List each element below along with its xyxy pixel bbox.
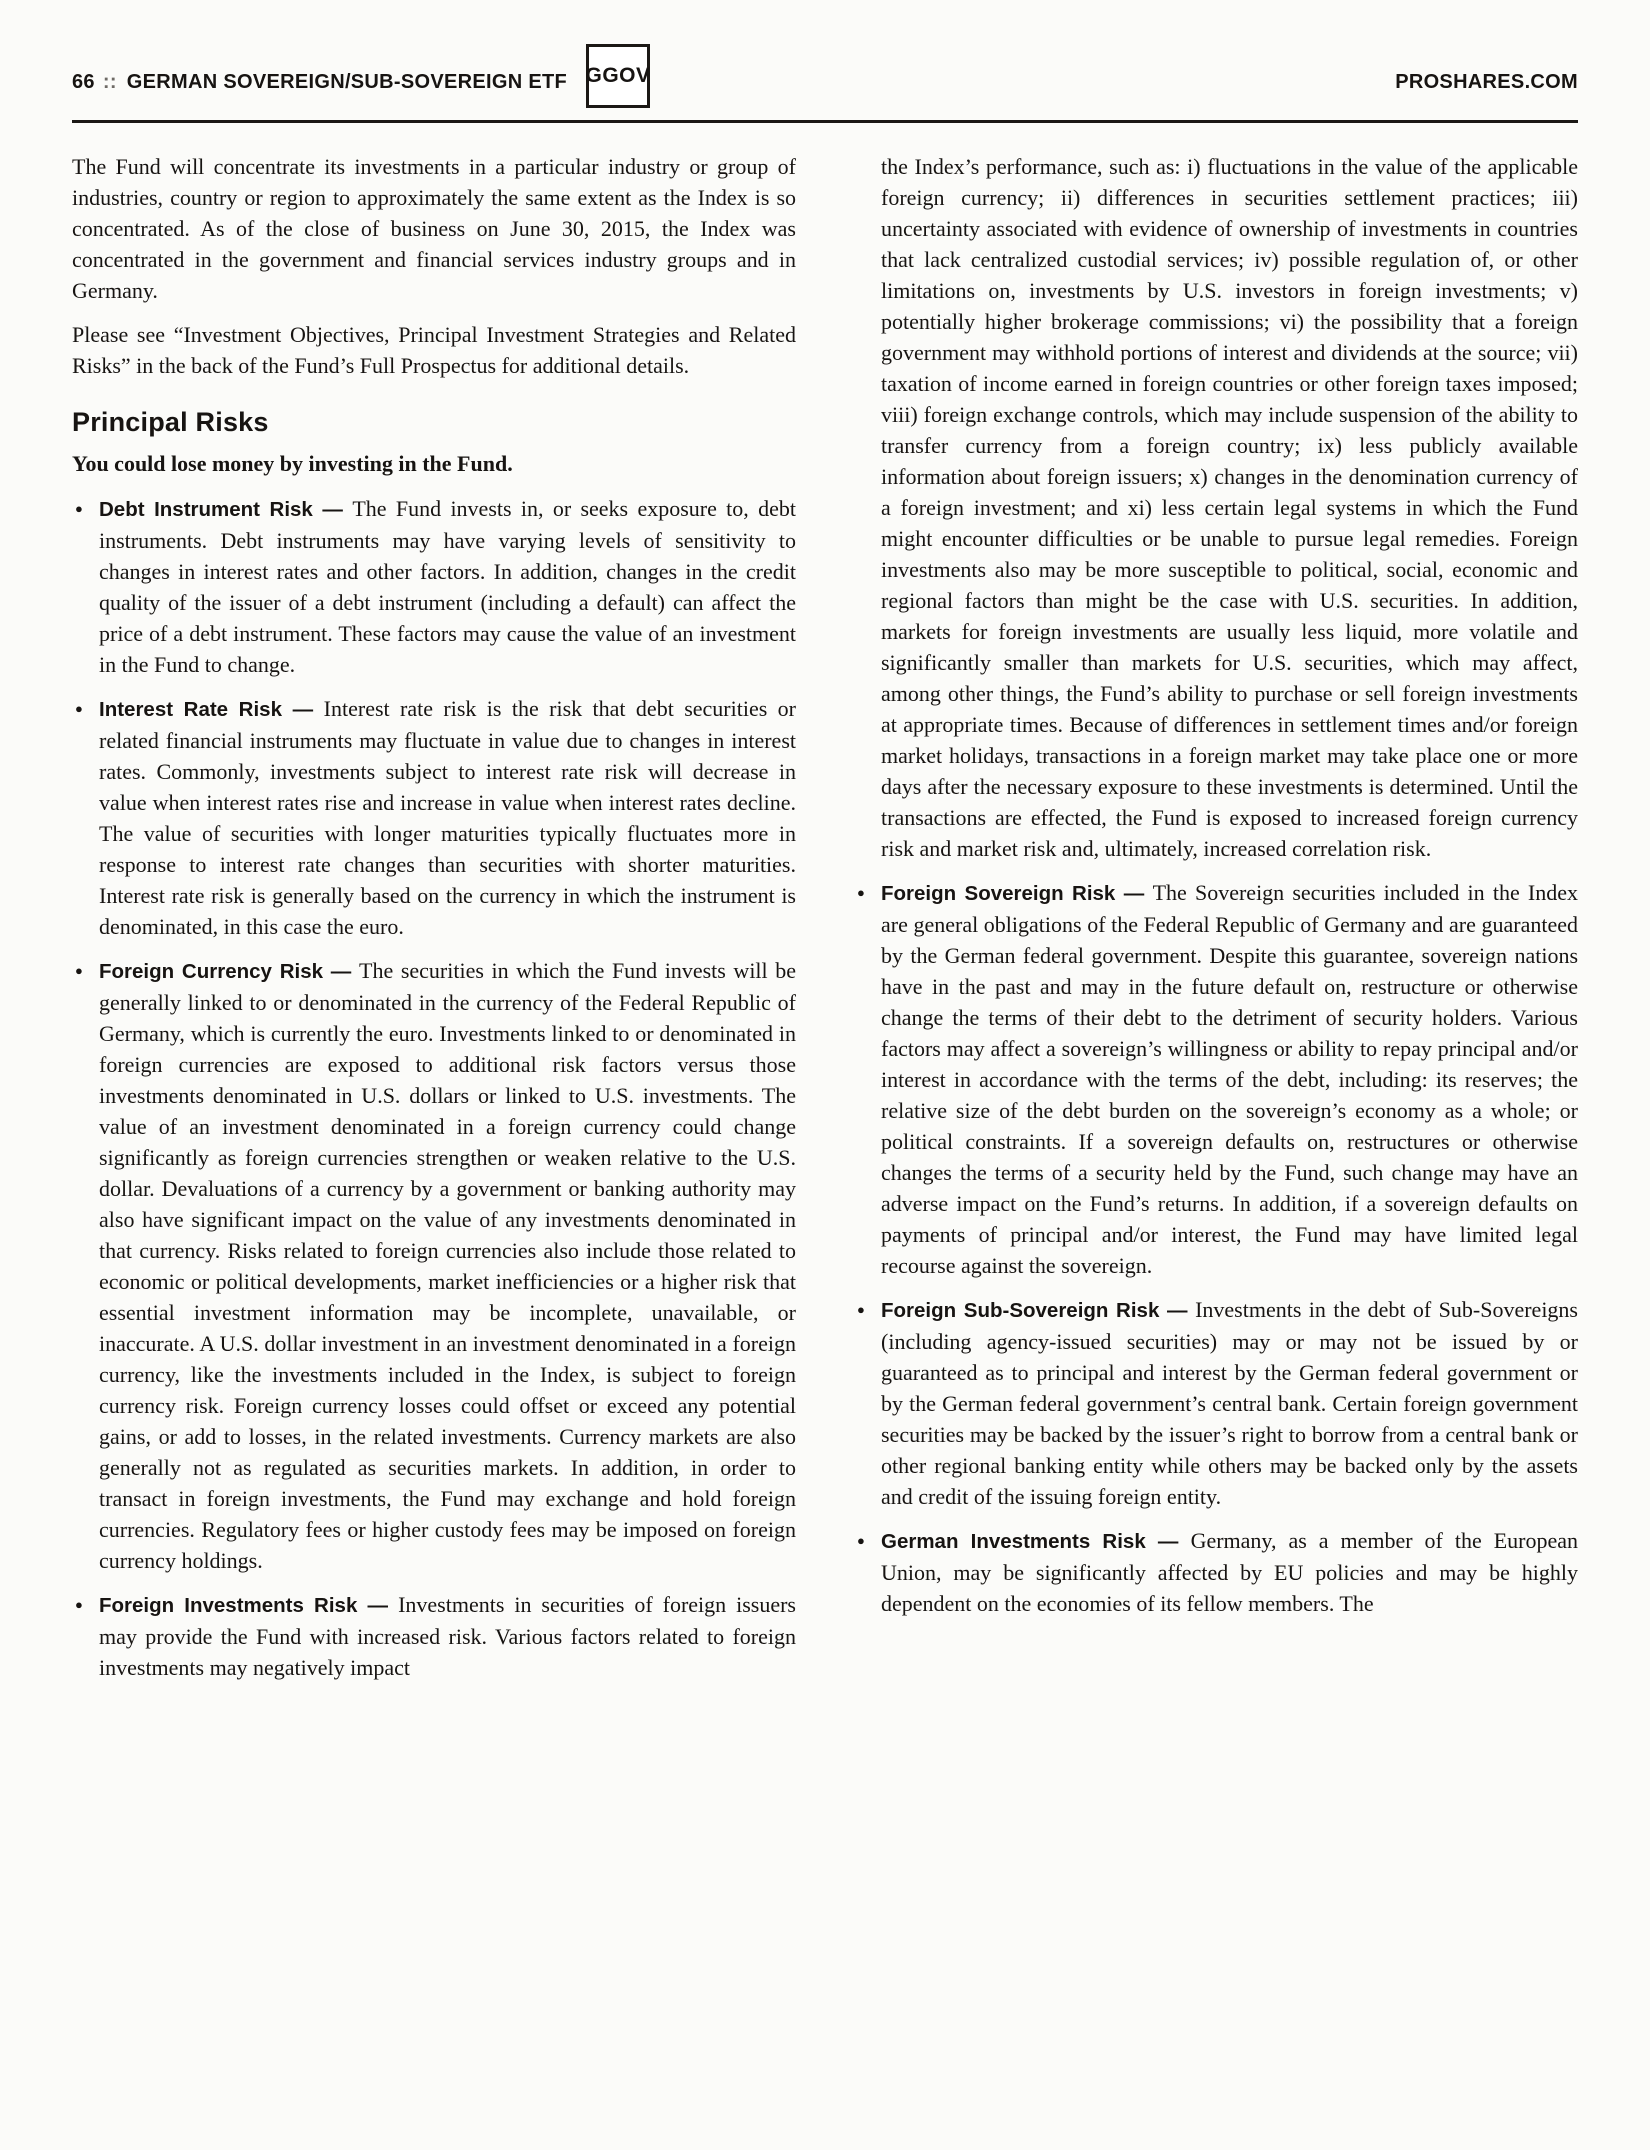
risk-label: Interest Rate Risk —	[99, 698, 324, 721]
foreign-investments-continuation: the Index’s performance, such as: i) fluctuations in the value of the applicable foreign currency; ii) differences in securities settlement practices; iii) uncertainty associated with evidence of ownership of investments in countries that lack centralized custodial services; iv) possible regulation of, or other limitations on, investments by U.S. investors in foreign investments; v) potentially higher brokerage commissions; vi) the possibility that a foreign government may withhold portions of interest and dividends at the source; vii) taxation of income earned in foreign countries or other foreign taxes imposed; viii) foreign exchange controls, which may include suspension of the ability to transfer currency from a foreign country; ix) less publicly available information about foreign issuers; x) changes in the denomination currency of a foreign investment; and xi) less certain legal systems in which the Fund might encounter difficulties or be unable to pursue legal remedies. Foreign investments also may be more susceptible to political, social, economic and regional factors than might be the case with U.S. securities. In addition, markets for foreign investments are usually less liquid, more volatile and significantly smaller than markets for U.S. securities, which may affect, among other things, the Fund’s ability to purchase or sell foreign investments at appropriate times. Because of differences in settlement times and/or foreign market holidays, transactions in a foreign market may take place one or more days after the necessary exposure to these investments is determined. Until the transactions are effected, the Fund is exposed to increased foreign currency risk and market risk and, ultimately, increased correlation risk.	[881, 154, 1578, 861]
bullet-icon: ●	[75, 701, 83, 716]
risk-paragraph	[99, 493, 796, 680]
fund-title: GERMAN SOVEREIGN/SUB-SOVEREIGN ETF	[126, 70, 568, 93]
bullet-icon: ●	[75, 963, 83, 978]
bullet-icon: ●	[75, 1597, 83, 1612]
risk-label: Debt Instrument Risk —	[99, 498, 353, 521]
risk-label: German Investments Risk —	[881, 1530, 1191, 1553]
risk-label: Foreign Sub-Sovereign Risk —	[881, 1299, 1196, 1322]
risk-text: Investments in securities of foreign issuers may provide the Fund with increased risk. Various factors related to foreign investments may negatively impact	[99, 1592, 796, 1680]
risk-text: Germany, as a member of the European Union, may be significantly affected by EU policies and may be highly dependent on the economies of its fellow members. The	[881, 1528, 1578, 1616]
risk-paragraph	[881, 877, 1578, 1281]
risk-text: The Fund invests in, or seeks exposure to, debt instruments. Debt instruments may have varying levels of sensitivity to changes in interest rates and other factors. In addition, changes in the credit quality of the issuer of a debt instrument (including a default) can affect the price of a debt instrument. These factors may cause the value of an investment in the Fund to change.	[99, 496, 796, 677]
risk-text: The Sovereign securities included in the Index are general obligations of the Federal Republic of Germany and are guaranteed by the German federal government. Despite this guarantee, sovereign nations have in the past and may in the future default on, restructure or otherwise change the terms of their debt to the detriment of security holders. Various factors may affect a sovereign’s willingness or ability to repay principal and/or interest in accordance with the terms of the debt, including: its reserves; the relative size of the debt burden on the sovereign’s economy as a whole; or political constraints. If a sovereign defaults on, restructures or otherwise changes the terms of a security held by the Fund, such change may have an adverse impact on the Fund’s returns. In addition, if a sovereign defaults on payments of principal and/or interest, the Fund may have limited legal recourse against the sovereign.	[881, 880, 1578, 1278]
risk-label: Foreign Currency Risk —	[99, 960, 360, 983]
risk-label: Foreign Sovereign Risk —	[881, 882, 1153, 905]
risk-item-foreign-sub-sovereign	[854, 1294, 1578, 1512]
page-header	[72, 56, 1578, 108]
page-number: 66	[72, 70, 95, 93]
risk-text: The securities in which the Fund invests will be generally linked to or denominated in the currency of the Federal Republic of Germany, which is currently the euro. Investments linked to or denominated in foreign currencies are exposed to additional risk factors versus those investments denominated in U.S. dollars or linked to U.S. investments. The value of an investment denominated in a foreign currency could change significantly as foreign currencies strengthen or weaken relative to the U.S. dollar. Devaluations of a currency by a government or banking authority may also have significant impact on the value of any investments denominated in that currency. Risks related to foreign currencies also include those related to economic or political developments, market inefficiencies or a higher risk that essential investment information may be incomplete, unavailable, or inaccurate. A U.S. dollar investment in an investment denominated in a foreign currency, like the investments included in the Index, is subject to foreign currency risk. Foreign currency losses could offset or exceed any potential gains, or add to losses, in the related investments. Currency markets are also generally not as regulated as securities markets. In addition, in order to transact in foreign investments, the Fund may exchange and hold foreign currencies. Regulatory fees or higher custody fees may be imposed on foreign currency holdings.	[99, 958, 796, 1573]
risk-warning-lead: You could lose money by investing in the Fund.	[72, 451, 513, 476]
risk-paragraph	[881, 1294, 1578, 1512]
risk-label: Foreign Investments Risk —	[99, 1594, 399, 1617]
bullet-icon: ●	[857, 1533, 865, 1548]
risk-text: Investments in the debt of Sub-Sovereigns (including agency-issued securities) may or may not be issued by or guaranteed as to principal and interest by the German federal government or by the German federal government’s central bank. Certain foreign government securities may be backed by the issuer’s right to borrow from a central bank or other regional banking entity while others may be backed only by the assets and credit of the issuing foreign entity.	[881, 1297, 1578, 1509]
risk-item-foreign-currency	[72, 955, 796, 1576]
bullet-icon: ●	[857, 1302, 865, 1317]
bullet-icon: ●	[75, 501, 83, 516]
risk-paragraph	[99, 1589, 796, 1683]
risk-paragraph	[881, 1525, 1578, 1619]
bullet-icon: ●	[857, 885, 865, 900]
left-column	[72, 151, 796, 1696]
risk-item-foreign-investments	[72, 1589, 796, 1683]
risk-item-german-investments	[854, 1525, 1578, 1619]
principal-risks-heading: Principal Risks	[72, 407, 269, 437]
risk-paragraph	[99, 955, 796, 1576]
risk-item-debt-instrument	[72, 493, 796, 680]
two-column-body	[72, 151, 1578, 1696]
ticker-label: GGOV	[585, 64, 651, 87]
header-left	[72, 71, 567, 94]
risk-text: Interest rate risk is the risk that debt securities or related financial instruments may fluctuate in value due to changes in interest rates. Commonly, investments subject to interest rate risk will decrease in value when interest rates rise and increase in value when interest rates decline. The value of securities with longer maturities typically fluctuates more in response to interest rate changes than securities with shorter maturities. Interest rate risk is generally based on the currency in which the instrument is denominated, in this case the euro.	[99, 696, 797, 939]
header-rule	[72, 120, 1578, 123]
risk-paragraph	[99, 693, 796, 942]
header-separator: ::	[102, 70, 117, 93]
right-column	[854, 151, 1578, 1696]
intro-paragraph-2: Please see “Investment Objectives, Principal Investment Strategies and Related Risks” in the back of the Fund’s Full Prospectus for additional details.	[72, 322, 796, 378]
ticker-logo	[586, 44, 650, 108]
risk-item-foreign-sovereign	[854, 877, 1578, 1281]
risk-item-interest-rate	[72, 693, 796, 942]
intro-paragraph-1: The Fund will concentrate its investments in a particular industry or group of industries, country or region to approximately the same extent as the Index is so concentrated. As of the close of business on June 30, 2015, the Index was concentrated in the government and financial services industry groups and in Germany.	[72, 154, 796, 303]
site-url: PROSHARES.COM	[1395, 70, 1578, 93]
